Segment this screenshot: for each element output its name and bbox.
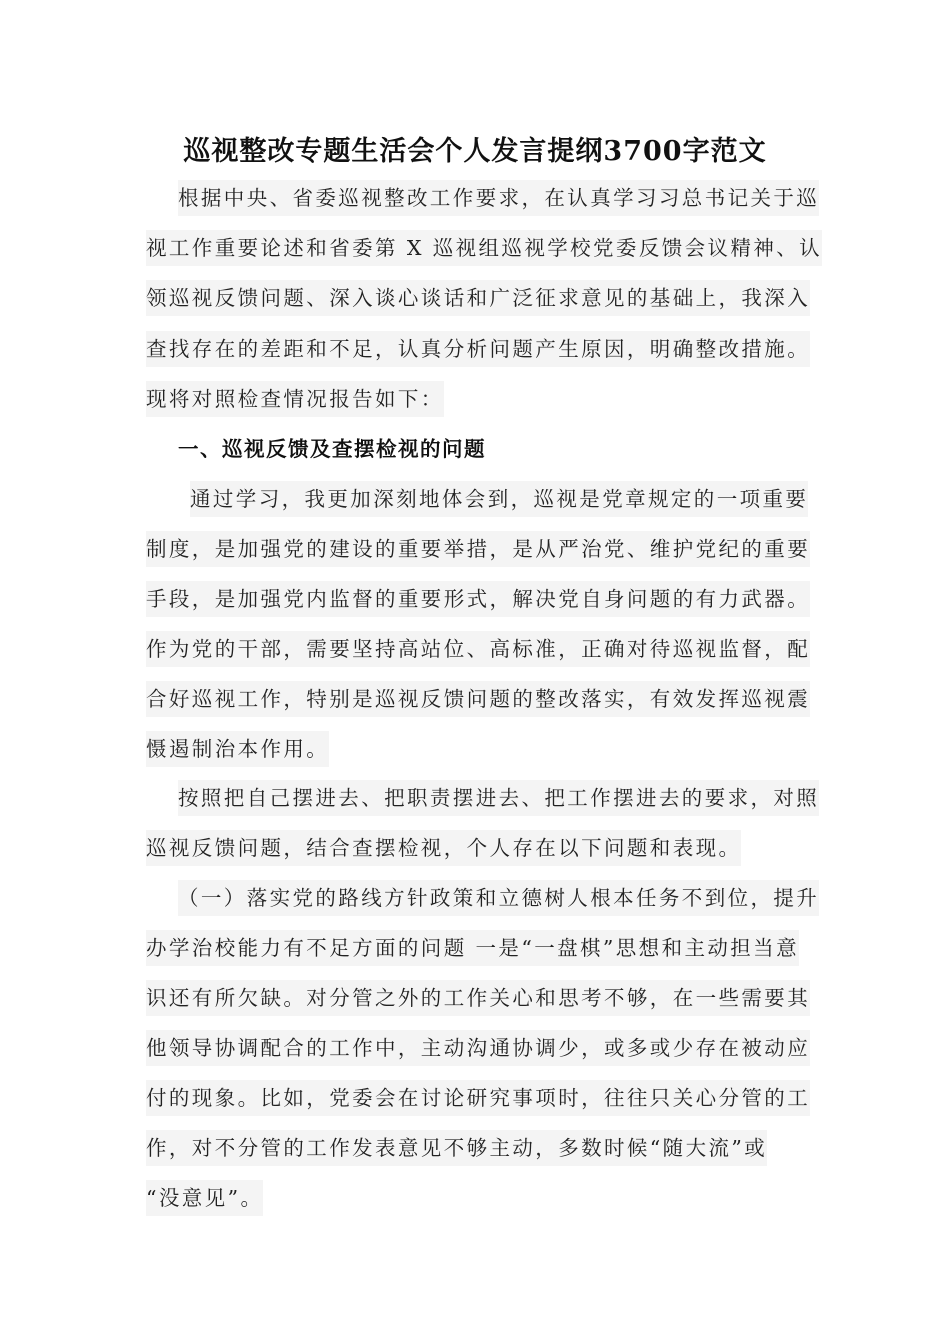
paragraph-line: 合好巡视工作，特别是巡视反馈问题的整改落实，有效发挥巡视震: [146, 681, 810, 717]
paragraph-line: 慑遏制治本作用。: [146, 731, 329, 767]
paragraph-line: 他领导协调配合的工作中，主动沟通协调少，或多或少存在被动应: [146, 1030, 810, 1066]
paragraph-line: 手段，是加强党内监督的重要形式，解决党自身问题的有力武器。: [146, 581, 810, 617]
document-title: 巡视整改专题生活会个人发言提纲3700字范文: [183, 136, 767, 167]
paragraph-line: 按照把自己摆进去、把职责摆进去、把工作摆进去的要求，对照: [178, 780, 819, 816]
paragraph-line: “没意见”。: [146, 1180, 263, 1216]
paragraph-line: 根据中央、省委巡视整改工作要求，在认真学习习总书记关于巡: [178, 180, 819, 216]
paragraph-line: 作，对不分管的工作发表意见不够主动，多数时候“随大流”或: [146, 1130, 767, 1166]
paragraph-line: 付的现象。比如，党委会在讨论研究事项时，往往只关心分管的工: [146, 1080, 810, 1116]
paragraph-line: 现将对照检查情况报告如下：: [146, 381, 444, 417]
paragraph-line: 视工作重要论述和省委第 X 巡视组巡视学校党委反馈会议精神、认: [146, 230, 822, 266]
paragraph-line: 查找存在的差距和不足，认真分析问题产生原因，明确整改措施。: [146, 331, 810, 367]
paragraph-line: 制度，是加强党的建设的重要举措，是从严治党、维护党纪的重要: [146, 531, 810, 567]
paragraph-line: 领巡视反馈问题、深入谈心谈话和广泛征求意见的基础上，我深入: [146, 280, 810, 316]
paragraph-line: 通过学习，我更加深刻地体会到，巡视是党章规定的一项重要: [190, 481, 808, 517]
section-heading: 一、巡视反馈及查摆检视的问题: [178, 437, 486, 461]
paragraph-line: 办学治校能力有不足方面的问题 一是“一盘棋”思想和主动担当意: [146, 930, 799, 966]
paragraph-line: 作为党的干部，需要坚持高站位、高标准，正确对待巡视监督，配: [146, 631, 810, 667]
paragraph-line: 识还有所欠缺。对分管之外的工作关心和思考不够，在一些需要其: [146, 980, 810, 1016]
paragraph-line: 巡视反馈问题，结合查摆检视，个人存在以下问题和表现。: [146, 830, 741, 866]
paragraph-line: （一）落实党的路线方针政策和立德树人根本任务不到位，提升: [178, 880, 819, 916]
